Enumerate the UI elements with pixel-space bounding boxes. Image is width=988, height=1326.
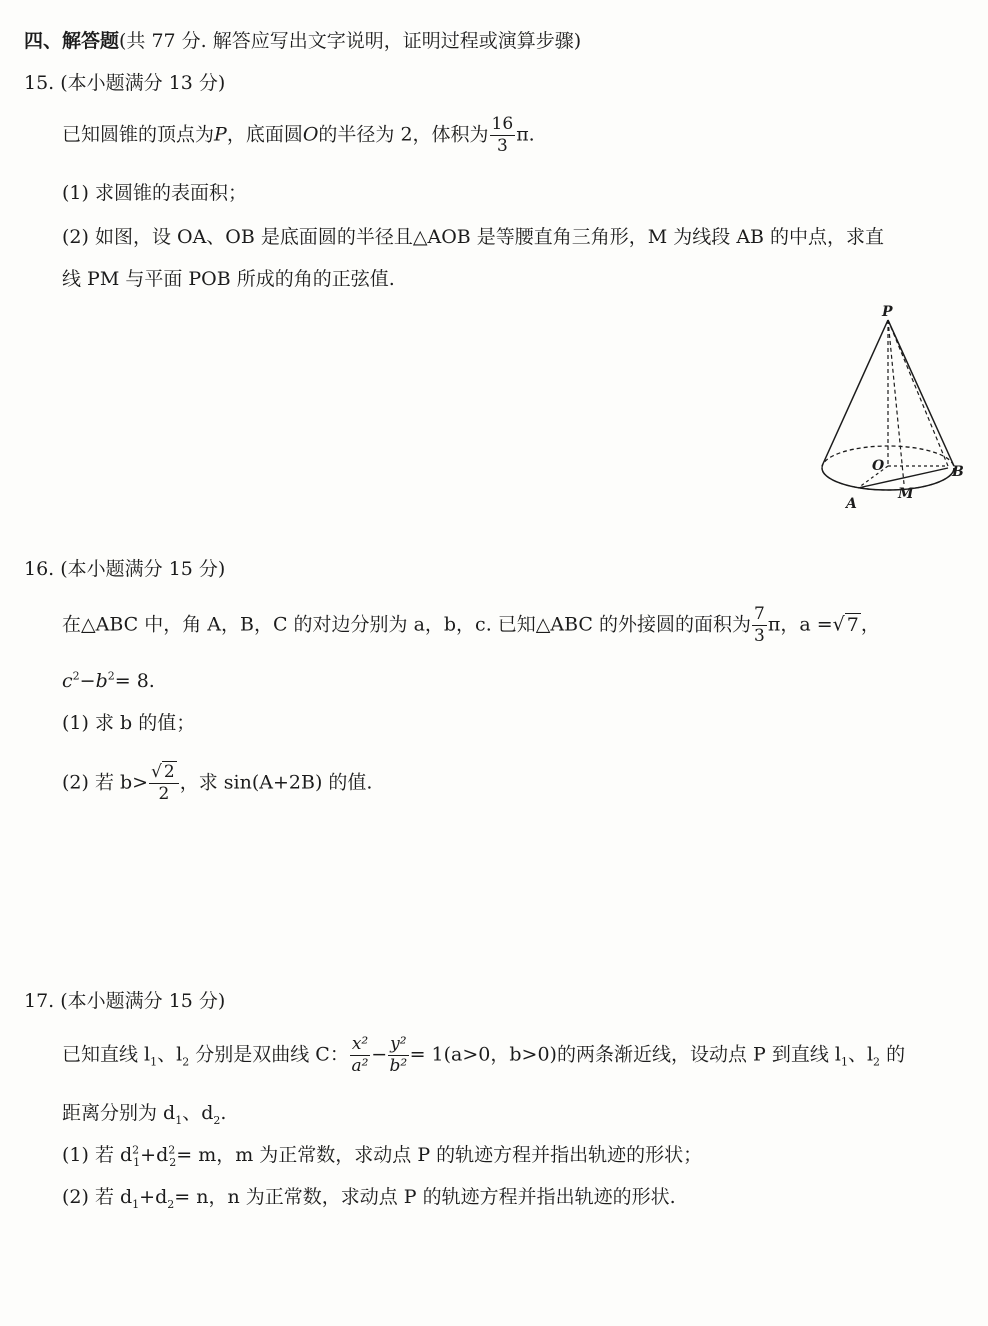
q16-cond-tail: = 8.	[114, 670, 155, 692]
q16-stem-c: ，	[860, 613, 880, 636]
q15-stem-o: O	[302, 123, 319, 146]
q17-p1-s1: 1	[133, 1155, 141, 1169]
q17-s2: 2	[182, 1055, 190, 1069]
q17-p1-a: (1) 若 d	[62, 1144, 133, 1166]
q16-cond-mid: −b	[79, 670, 108, 692]
q16-area-num: 7	[754, 604, 765, 624]
cone-generatrix-left	[822, 320, 888, 466]
q15-vol-num: 16	[491, 114, 514, 134]
q17-part1	[62, 1143, 703, 1169]
label-m: M	[898, 486, 914, 502]
q17-line2-c: .	[220, 1102, 227, 1124]
q17-s1: 1	[150, 1055, 158, 1069]
q15-stem-p: P	[214, 123, 227, 146]
section-label: 四、解答题	[24, 30, 120, 52]
cone-generatrix-right	[888, 320, 954, 466]
q17-stem-f: 的	[880, 1043, 906, 1066]
section-note: (共 77 分. 解答应写出文字说明，证明过程或演算步骤)	[119, 30, 582, 52]
q17-p1-s2: 2	[169, 1155, 177, 1169]
sqrt-sign: √	[832, 613, 845, 636]
q15-part2-line1: (2) 如图，设 OA、OB 是底面圆的半径且△AOB 是等腰直角三角形，M 为线段 AB 的中点，求直	[62, 226, 885, 248]
q16-p2-b: ，求 sin(A+2B) 的值.	[179, 771, 373, 794]
q16-p2-num: 2	[163, 762, 175, 782]
q15-stem-b: ，底面圆	[226, 123, 303, 146]
q17-s3: 1	[840, 1055, 848, 1069]
q16-cond-c: c	[62, 670, 73, 692]
q17-stem	[62, 1036, 905, 1075]
q17-stem-a: 已知直线 l	[62, 1043, 151, 1066]
q15-stem-c: 的半径为 2，体积为	[318, 123, 489, 146]
q15-part2-line2: 线 PM 与平面 POB 所成的角的正弦值.	[62, 268, 395, 290]
q16-number: 16.	[24, 558, 55, 580]
q16-condition	[62, 669, 155, 692]
q17-minus: −	[371, 1043, 388, 1066]
q17-p1-sup1: 2	[132, 1143, 140, 1157]
label-a: A	[846, 496, 857, 512]
q15-stem	[62, 116, 535, 155]
q16-stem-b: π，a =	[767, 613, 833, 636]
cone-edge-pm	[888, 320, 904, 484]
q16-stem-a: 在△ABC 中，角 A，B，C 的对边分别为 a，b，c. 已知△ABC 的外接圆的面积为	[62, 613, 752, 636]
q17-line2-s2: 2	[213, 1113, 221, 1127]
q17-line2-s1: 1	[175, 1113, 183, 1127]
q16-p2-num-wrap	[149, 764, 179, 784]
q16-area-den: 3	[754, 626, 765, 646]
q15-part1: (1) 求圆锥的表面积；	[62, 182, 247, 204]
q17-f1-den: a²	[351, 1056, 369, 1076]
q16-part1: (1) 求 b 的值；	[62, 712, 196, 734]
q15-stem-a: 已知圆锥的顶点为	[62, 123, 215, 146]
q17-stem-d: = 1(a>0，b>0)的两条渐近线，设动点 P 到直线 l	[409, 1043, 841, 1066]
q17-line2-b: 、d	[182, 1102, 214, 1124]
q16-p2-a: (2) 若 b>	[62, 771, 149, 794]
q17-number: 17.	[24, 990, 55, 1012]
q17-f1-num: x²	[351, 1034, 369, 1054]
cone-edge-pb	[888, 320, 948, 466]
q17-stem-c: 分别是双曲线 C：	[189, 1043, 349, 1066]
q15-vol-den: 3	[496, 136, 508, 156]
q17-p1-b: +d	[140, 1144, 169, 1166]
label-b: B	[952, 464, 964, 480]
q16-score: (本小题满分 15 分)	[60, 558, 226, 580]
q17-header	[24, 992, 225, 1011]
sqrt-sign: √	[151, 762, 162, 782]
q17-stem-e: 、l	[847, 1043, 874, 1066]
q17-part2	[62, 1186, 676, 1211]
q17-p1-sup2: 2	[168, 1143, 176, 1157]
q16-cond-sup2: 2	[107, 669, 115, 683]
cone-figure	[812, 300, 972, 515]
q17-f2-num: y²	[390, 1034, 407, 1054]
q16-p2-den: 2	[158, 784, 170, 804]
q15-number: 15.	[24, 72, 55, 94]
q15-header	[24, 74, 225, 93]
q15-vol-tail: π.	[516, 123, 535, 146]
q17-s4: 2	[873, 1055, 881, 1069]
q16-p2-fraction	[149, 764, 179, 803]
q17-p2-b: +d	[139, 1186, 168, 1208]
q17-p2-a: (2) 若 d	[62, 1186, 133, 1208]
q17-line2-a: 距离分别为 d	[62, 1102, 176, 1124]
label-p: P	[882, 304, 893, 320]
label-o: O	[872, 458, 885, 474]
q16-sqrt-value: 7	[846, 613, 859, 636]
q17-fraction-x	[350, 1036, 370, 1075]
q17-score: (本小题满分 15 分)	[60, 990, 226, 1012]
q17-p2-s2: 2	[167, 1197, 175, 1211]
q16-header	[24, 560, 225, 579]
q15-score: (本小题满分 13 分)	[60, 72, 226, 94]
q17-fraction-y	[388, 1036, 408, 1075]
q17-p2-c: = n，n 为正常数，求动点 P 的轨迹方程并指出轨迹的形状.	[174, 1186, 676, 1208]
q17-f2-den: b²	[389, 1056, 408, 1076]
q17-p1-c: = m，m 为正常数，求动点 P 的轨迹方程并指出轨迹的形状；	[176, 1144, 703, 1166]
q16-cond-sup1: 2	[72, 669, 80, 683]
q15-volume-fraction	[490, 116, 516, 155]
q17-line2	[62, 1102, 227, 1127]
q17-p2-s1: 1	[132, 1197, 140, 1211]
q16-part2	[62, 764, 372, 803]
q17-stem-b: 、l	[157, 1043, 183, 1066]
q16-area-fraction	[752, 606, 767, 645]
q16-stem	[62, 606, 880, 645]
section-header	[24, 32, 581, 51]
